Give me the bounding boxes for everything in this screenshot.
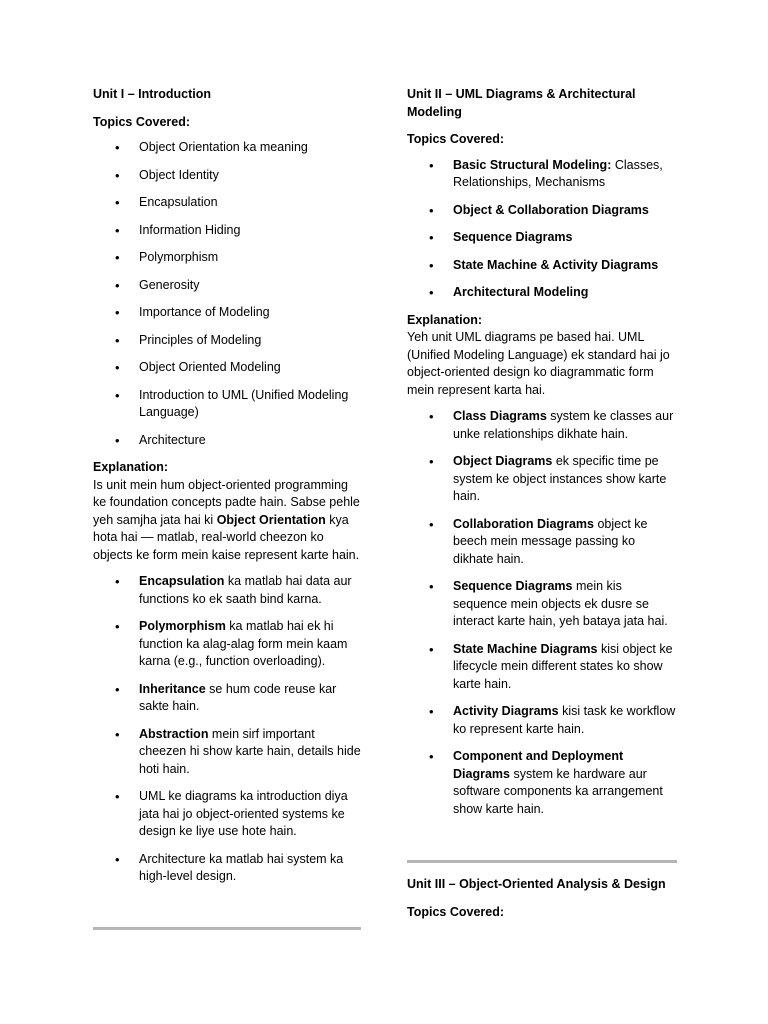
list-item: • Object Orientation ka meaning	[93, 139, 361, 157]
list-item: • Introduction to UML (Unified Modeling Language)	[93, 387, 361, 422]
list-item	[407, 748, 677, 818]
topic-term: Architectural Modeling	[453, 285, 589, 299]
unit1-topics-list	[93, 139, 361, 449]
list-item	[407, 516, 677, 569]
list-item: • Information Hiding	[93, 222, 361, 240]
point-text: mein sirf important cheezen hi show karte hain, details hide hoti hain.	[139, 726, 361, 776]
list-item	[93, 573, 361, 608]
point-term: Encapsulation	[139, 574, 225, 588]
point-text: Architecture ka matlab hai system ka high-level design.	[139, 851, 344, 883]
list-item	[407, 703, 677, 738]
point-term: Abstraction	[139, 726, 209, 741]
point-term: Class Diagrams	[453, 409, 547, 423]
unit2-points-list	[407, 408, 677, 818]
list-item: • Architecture	[93, 432, 361, 450]
point-text: system ke hardware aur software components ka arrangement show karte hain.	[453, 766, 663, 816]
list-item: • Encapsulation	[93, 194, 361, 212]
point-text: mein kis sequence mein objects ek dusre se interact karte hain, yeh bataya jata hai.	[453, 579, 668, 628]
topic-term: State Machine & Activity Diagrams	[453, 257, 659, 272]
unit3-heading: Unit III – Object-Oriented Analysis & Design	[407, 877, 666, 891]
unit1-explanation	[93, 477, 361, 565]
unit1-topics-label: Topics Covered:	[93, 114, 191, 129]
point-term: Inheritance	[139, 681, 206, 696]
list-item	[407, 229, 677, 247]
topic-term: Basic Structural Modeling:	[453, 157, 612, 172]
topic-text: Classes, Relationships, Mechanisms	[453, 157, 663, 189]
list-item: • Object Identity	[93, 167, 361, 185]
unit1-explanation-text-pre: Is unit mein hum object-oriented programming ke foundation concepts padte hain. Sabse pehle yeh samjha jata hai ki	[93, 477, 360, 527]
list-item	[93, 681, 361, 716]
unit1-section	[93, 86, 361, 896]
list-item: • Principles of Modeling	[93, 332, 361, 350]
list-item	[93, 788, 361, 841]
unit2-topics-label: Topics Covered:	[407, 132, 505, 146]
unit2-explanation: Yeh unit UML diagrams pe based hai. UML (Unified Modeling Language) ek standard hai jo object-oriented design ko diagrammatic form mein represent karta hai.	[407, 330, 670, 397]
point-term: Activity Diagrams	[453, 704, 559, 718]
point-text: object ke beech mein message passing ko dikhate hain.	[453, 516, 648, 566]
list-item: • Object Oriented Modeling	[93, 359, 361, 377]
unit2-topics-list	[407, 157, 677, 302]
list-item: • Importance of Modeling	[93, 304, 361, 322]
unit3-topics-label: Topics Covered:	[407, 904, 505, 919]
point-term: Collaboration Diagrams	[453, 516, 594, 531]
point-term: Sequence Diagrams	[453, 579, 573, 593]
list-item	[407, 578, 677, 631]
unit1-explanation-label: Explanation:	[93, 460, 169, 474]
point-term: State Machine Diagrams	[453, 641, 598, 656]
unit1-explanation-text-post: kya hota hai — matlab, real-world cheezon ko objects ke form mein kaise represent karte hain.	[93, 512, 360, 562]
topic-term: Sequence Diagrams	[453, 230, 573, 244]
point-text: se hum code reuse kar sakte hain.	[139, 681, 337, 713]
list-item	[407, 257, 677, 275]
list-item: • Polymorphism	[93, 249, 361, 267]
point-term: Object Diagrams	[453, 454, 553, 468]
unit3-section	[407, 876, 677, 921]
list-item	[407, 284, 677, 302]
point-text: ek specific time pe system ke object instances show karte hain.	[453, 454, 667, 503]
point-term: Polymorphism	[139, 619, 226, 633]
list-item	[93, 726, 361, 779]
point-text: ka matlab hai ek hi function ka alag-alag form mein kaam karna (e.g., function overloading).	[139, 619, 348, 668]
section-divider	[93, 927, 361, 930]
unit1-heading: Unit I – Introduction	[93, 87, 212, 101]
point-text: kisi task ke workflow ko represent karte hain.	[453, 704, 676, 736]
unit1-points-list	[93, 573, 361, 886]
point-term: Component and Deployment Diagrams	[453, 749, 624, 781]
point-text: UML ke diagrams ka introduction diya jata hai jo object-oriented systems ke design ke liye use hote hain.	[139, 789, 348, 838]
unit2-section	[407, 86, 677, 828]
unit2-explanation-label: Explanation:	[407, 312, 483, 327]
list-item	[407, 641, 677, 694]
point-text: system ke classes aur unke relationships dikhate hain.	[453, 409, 674, 441]
unit2-heading: Unit II – UML Diagrams & Architectural Modeling	[407, 87, 636, 119]
point-text: ka matlab hai data aur functions ko ek saath bind karna.	[139, 574, 352, 606]
list-item	[407, 408, 677, 443]
list-item	[93, 851, 361, 886]
list-item	[407, 157, 677, 192]
unit1-explanation-term: Object Orientation	[216, 512, 326, 527]
list-item	[93, 618, 361, 671]
list-item: • Generosity	[93, 277, 361, 295]
point-text: kisi object ke lifecycle mein different states ko show karte hain.	[453, 641, 673, 691]
list-item	[407, 202, 677, 220]
section-divider	[407, 860, 677, 863]
topic-term: Object & Collaboration Diagrams	[453, 202, 649, 217]
list-item	[407, 453, 677, 506]
